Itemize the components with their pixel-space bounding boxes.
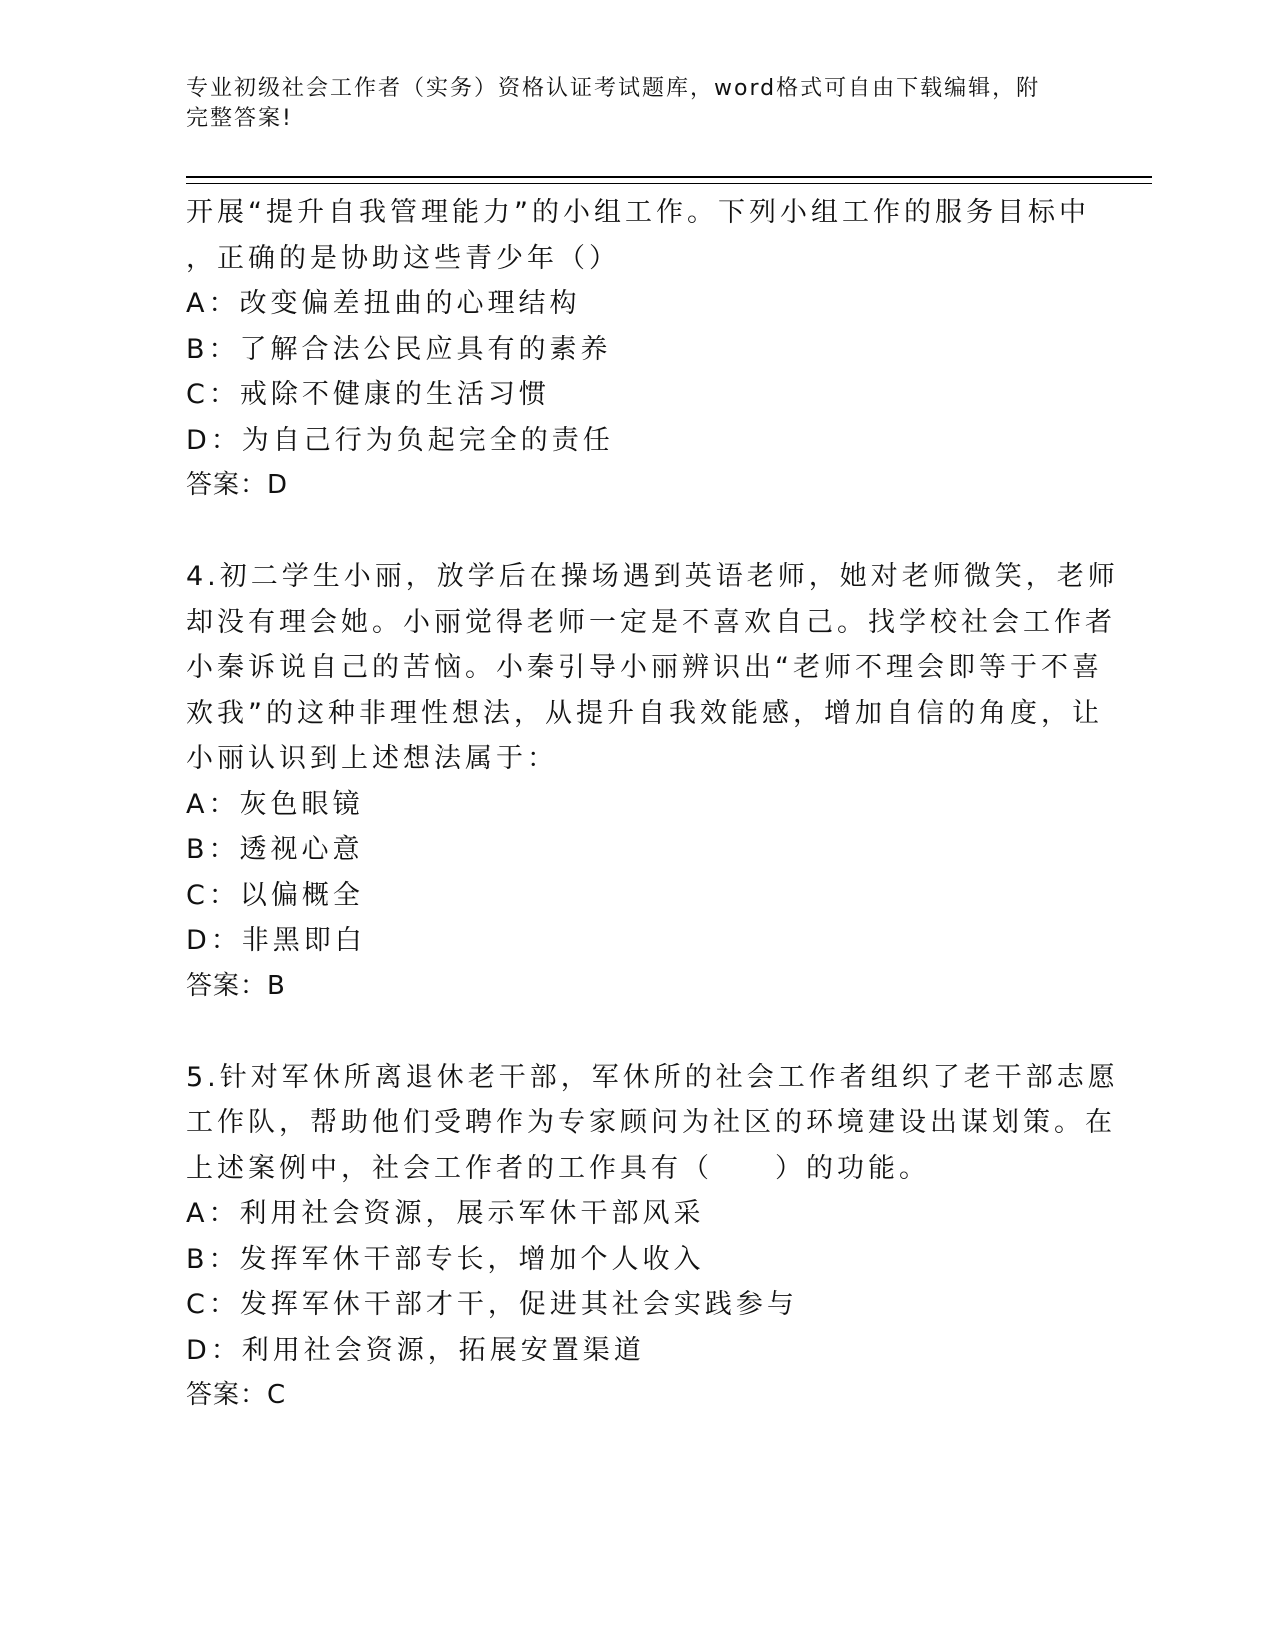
option-b: B：了解合法公民应具有的素养: [186, 333, 612, 365]
question-stem-line: 上述案例中，社会工作者的工作具有（ ）的功能。: [186, 1152, 930, 1184]
question-5: [186, 1055, 1119, 1419]
question-stem-line: 小秦诉说自己的苦恼。小秦引导小丽辨识出“老师不理会即等于不喜: [186, 652, 1103, 683]
option-c: C：发挥军休干部才干，促进其社会实践参与: [186, 1289, 798, 1320]
question-stem-line: 小丽认识到上述想法属于：: [186, 743, 558, 774]
question-stem-line: 欢我”的这种非理性想法，从提升自我效能感，增加自信的角度，让: [186, 697, 1103, 729]
question-4: [186, 554, 1119, 1009]
header-title-line-2: 完整答案!: [186, 106, 293, 131]
document-header: [186, 74, 1066, 134]
question-3: [186, 190, 1090, 509]
option-a: A：灰色眼镜: [186, 788, 364, 820]
answer-line: 答案：B: [186, 970, 286, 1001]
question-stem-line: ，正确的是协助这些青少年（）: [186, 242, 620, 274]
option-c: C：以偏概全: [186, 879, 364, 911]
header-divider-thin: [186, 183, 1152, 184]
option-d: D：为自己行为负起完全的责任: [186, 424, 614, 456]
option-b: B：透视心意: [186, 834, 364, 865]
header-divider-thick: [186, 176, 1152, 178]
question-stem-line: 工作队，帮助他们受聘作为专家顾问为社区的环境建设出谋划策。在: [186, 1107, 1116, 1138]
option-d: D：利用社会资源，拓展安置渠道: [186, 1334, 645, 1366]
option-c: C：戒除不健康的生活习惯: [186, 379, 550, 410]
question-stem-line: 却没有理会她。小丽觉得老师一定是不喜欢自己。找学校社会工作者: [186, 606, 1116, 638]
question-stem-line: 4.初二学生小丽，放学后在操场遇到英语老师，她对老师微笑，老师: [186, 561, 1119, 592]
question-stem-line: 开展“提升自我管理能力”的小组工作。下列小组工作的服务目标中: [186, 197, 1090, 228]
spacer: [186, 1009, 1066, 1055]
spacer: [186, 509, 1066, 555]
option-b: B：发挥军休干部专长，增加个人收入: [186, 1243, 705, 1275]
header-title-line-1: 专业初级社会工作者（实务）资格认证考试题库，word格式可自由下载编辑，附: [186, 76, 1041, 101]
document-body: [186, 190, 1119, 1419]
answer-line: 答案：D: [186, 470, 289, 500]
option-a: A：利用社会资源，展示军休干部风采: [186, 1198, 705, 1229]
question-stem-line: 5.针对军休所离退休老干部，军休所的社会工作者组织了老干部志愿: [186, 1061, 1119, 1093]
option-a: A：改变偏差扭曲的心理结构: [186, 288, 581, 319]
option-d: D：非黑即白: [186, 925, 366, 956]
answer-line: 答案：C: [186, 1380, 287, 1410]
